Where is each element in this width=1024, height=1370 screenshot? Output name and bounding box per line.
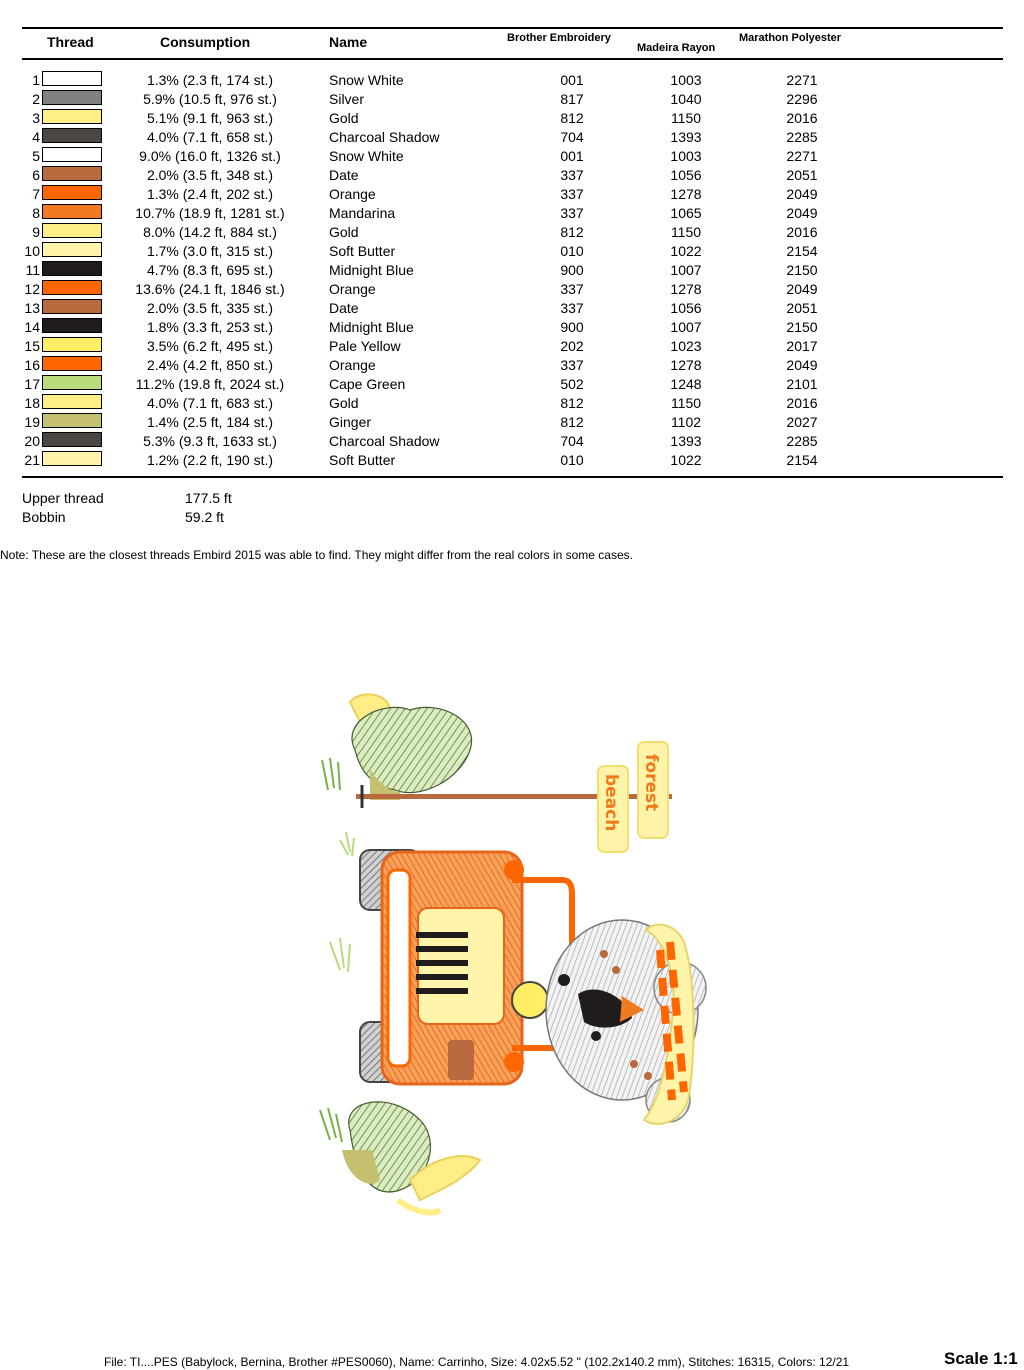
thread-row (0, 260, 1024, 279)
thread-brother-code: 337 (560, 300, 584, 316)
scale-label: Scale 1:1 (944, 1349, 1018, 1368)
thread-name: Snow White (329, 72, 404, 88)
thread-brother-code: 812 (560, 395, 584, 411)
table-bottom-rule (22, 476, 1003, 478)
thread-madeira-code: 1278 (670, 357, 702, 373)
thread-number: 17 (24, 376, 40, 392)
thread-brother-code: 010 (560, 243, 584, 259)
thread-brother-code: 202 (560, 338, 584, 354)
bobbin-value: 59.2 ft (185, 509, 224, 525)
thread-brother-code: 812 (560, 224, 584, 240)
jeep (360, 850, 572, 1084)
thread-consumption: 1.7% (3.0 ft, 315 st.) (146, 243, 274, 259)
thread-marathon-code: 2271 (786, 148, 818, 164)
thread-marathon-code: 2271 (786, 72, 818, 88)
file-info: File: TI....PES (Babylock, Bernina, Brother #PES0060), Name: Carrinho, Size: 4.02x5.52 " (102.2x140.2 mm), Stitches: 16315, Colors: 12/21 (104, 1355, 850, 1369)
thread-brother-code: 001 (560, 72, 584, 88)
thread-color-swatch (42, 204, 102, 219)
thread-row (0, 108, 1024, 127)
thread-marathon-code: 2285 (786, 433, 818, 449)
thread-consumption: 5.3% (9.3 ft, 1633 st.) (143, 433, 277, 449)
thread-row (0, 184, 1024, 203)
thread-madeira-code: 1022 (670, 243, 702, 259)
thread-row (0, 298, 1024, 317)
thread-number: 6 (32, 167, 40, 183)
thread-number: 11 (25, 262, 40, 278)
thread-name: Silver (329, 91, 365, 107)
thread-row (0, 412, 1024, 431)
thread-marathon-code: 2049 (786, 205, 818, 221)
thread-consumption: 2.4% (4.2 ft, 850 st.) (146, 357, 274, 373)
thread-color-swatch (42, 147, 102, 162)
thread-brother-code: 812 (560, 414, 584, 430)
thread-marathon-code: 2049 (786, 281, 818, 297)
thread-name: Orange (329, 357, 376, 373)
thread-madeira-code: 1007 (670, 319, 702, 335)
thread-row (0, 317, 1024, 336)
thread-brother-code: 900 (560, 319, 584, 335)
thread-row (0, 241, 1024, 260)
thread-name: Cape Green (329, 376, 406, 392)
thread-madeira-code: 1248 (670, 376, 702, 392)
thread-number: 21 (24, 452, 40, 468)
thread-number: 18 (24, 395, 40, 411)
thread-name: Charcoal Shadow (329, 433, 440, 449)
thread-madeira-code: 1003 (670, 72, 702, 88)
table-top-rule (22, 27, 1003, 29)
thread-brother-code: 337 (560, 357, 584, 373)
thread-consumption: 2.0% (3.5 ft, 348 st.) (146, 167, 274, 183)
sign-beach-text: beach (601, 774, 621, 832)
thread-madeira-code: 1278 (670, 281, 702, 297)
header-madeira: Madeira Rayon (637, 42, 716, 54)
thread-row (0, 431, 1024, 450)
thread-marathon-code: 2051 (786, 167, 818, 183)
thread-row (0, 146, 1024, 165)
thread-marathon-code: 2154 (786, 452, 818, 468)
thread-number: 8 (32, 205, 40, 221)
thread-name: Snow White (329, 148, 404, 164)
thread-name: Date (329, 300, 359, 316)
thread-color-swatch (42, 166, 102, 181)
thread-row (0, 279, 1024, 298)
thread-color-swatch (42, 337, 102, 352)
header-thread: Thread (47, 34, 94, 50)
thread-consumption: 1.4% (2.5 ft, 184 st.) (146, 414, 274, 430)
thread-row (0, 374, 1024, 393)
thread-color-swatch (42, 109, 102, 124)
thread-marathon-code: 2049 (786, 186, 818, 202)
thread-consumption: 9.0% (16.0 ft, 1326 st.) (139, 148, 281, 164)
thread-number: 19 (24, 414, 40, 430)
thread-row (0, 127, 1024, 146)
thread-madeira-code: 1023 (670, 338, 702, 354)
thread-color-swatch (42, 71, 102, 86)
cactus-bottom-left (320, 1102, 480, 1213)
thread-color-swatch (42, 451, 102, 466)
grass-tufts (330, 832, 354, 972)
thread-madeira-code: 1003 (670, 148, 702, 164)
thread-brother-code: 337 (560, 281, 584, 297)
thread-name: Soft Butter (329, 452, 396, 468)
thread-color-swatch (42, 128, 102, 143)
header-consumption: Consumption (160, 34, 251, 50)
thread-color-swatch (42, 318, 102, 333)
bobbin-label: Bobbin (22, 509, 66, 525)
thread-madeira-code: 1393 (670, 433, 702, 449)
header-marathon: Marathon Polyester (739, 32, 842, 44)
thread-madeira-code: 1040 (670, 91, 702, 107)
upper-thread-value: 177.5 ft (185, 490, 232, 506)
thread-madeira-code: 1102 (670, 414, 702, 430)
thread-marathon-code: 2154 (786, 243, 818, 259)
thread-number: 5 (32, 148, 40, 164)
thread-color-swatch (42, 394, 102, 409)
thread-name: Charcoal Shadow (329, 129, 440, 145)
thread-name: Gold (329, 224, 359, 240)
thread-color-swatch (42, 90, 102, 105)
sign-forest-text: forest (641, 754, 661, 812)
thread-madeira-code: 1022 (670, 452, 702, 468)
thread-brother-code: 337 (560, 205, 584, 221)
thread-name: Gold (329, 110, 359, 126)
thread-consumption: 3.5% (6.2 ft, 495 st.) (146, 338, 274, 354)
thread-color-swatch (42, 375, 102, 390)
thread-consumption: 1.3% (2.3 ft, 174 st.) (146, 72, 274, 88)
thread-number: 13 (24, 300, 40, 316)
thread-row (0, 355, 1024, 374)
thread-brother-code: 502 (560, 376, 584, 392)
thread-number: 14 (24, 319, 40, 335)
thread-color-swatch (42, 185, 102, 200)
thread-brother-code: 704 (560, 433, 584, 449)
thread-brother-code: 337 (560, 186, 584, 202)
thread-marathon-code: 2296 (786, 91, 818, 107)
cactus-top-left (322, 694, 472, 800)
thread-brother-code: 900 (560, 262, 584, 278)
thread-marathon-code: 2101 (786, 376, 818, 392)
thread-brother-code: 010 (560, 452, 584, 468)
thread-consumption: 11.2% (19.8 ft, 2024 st.) (135, 376, 285, 392)
note-text: Note: These are the closest threads Embird 2015 was able to find. They might differ from the real colors in some cases. (0, 548, 633, 562)
thread-name: Orange (329, 186, 376, 202)
thread-consumption: 1.2% (2.2 ft, 190 st.) (146, 452, 274, 468)
thread-consumption: 4.0% (7.1 ft, 683 st.) (146, 395, 274, 411)
thread-color-swatch (42, 432, 102, 447)
thread-name: Midnight Blue (329, 262, 414, 278)
thread-marathon-code: 2150 (786, 262, 818, 278)
thread-number: 10 (24, 243, 40, 259)
thread-madeira-code: 1150 (670, 395, 702, 411)
thread-consumption: 4.0% (7.1 ft, 658 st.) (146, 129, 274, 145)
thread-row (0, 450, 1024, 469)
thread-name: Pale Yellow (329, 338, 401, 354)
thread-marathon-code: 2016 (786, 395, 818, 411)
thread-number: 16 (24, 357, 40, 373)
thread-consumption: 2.0% (3.5 ft, 335 st.) (146, 300, 274, 316)
thread-madeira-code: 1150 (670, 224, 702, 240)
thread-number: 2 (32, 91, 40, 107)
thread-madeira-code: 1007 (670, 262, 702, 278)
thread-marathon-code: 2016 (786, 110, 818, 126)
header-bottom-rule (22, 58, 1003, 60)
thread-consumption: 5.9% (10.5 ft, 976 st.) (143, 91, 277, 107)
thread-name: Soft Butter (329, 243, 396, 259)
thread-name: Gold (329, 395, 359, 411)
thread-marathon-code: 2051 (786, 300, 818, 316)
thread-color-swatch (42, 223, 102, 238)
thread-brother-code: 337 (560, 167, 584, 183)
header-brother: Brother Embroidery (507, 32, 611, 44)
thread-consumption: 8.0% (14.2 ft, 884 st.) (143, 224, 277, 240)
header-name: Name (329, 34, 368, 50)
thread-name: Ginger (329, 414, 372, 430)
thread-brother-code: 812 (560, 110, 584, 126)
thread-marathon-code: 2017 (786, 338, 818, 354)
thread-brother-code: 001 (560, 148, 584, 164)
thread-madeira-code: 1150 (670, 110, 702, 126)
thread-number: 12 (24, 281, 40, 297)
thread-madeira-code: 1056 (670, 167, 702, 183)
thread-name: Date (329, 167, 359, 183)
thread-color-swatch (42, 261, 102, 276)
thread-madeira-code: 1393 (670, 129, 702, 145)
thread-number: 7 (32, 186, 40, 202)
thread-color-swatch (42, 242, 102, 257)
thread-row (0, 222, 1024, 241)
thread-name: Orange (329, 281, 376, 297)
thread-number: 15 (24, 338, 40, 354)
thread-color-swatch (42, 299, 102, 314)
thread-row (0, 393, 1024, 412)
thread-number: 3 (32, 110, 40, 126)
thread-marathon-code: 2016 (786, 224, 818, 240)
thread-color-swatch (42, 413, 102, 428)
thread-number: 20 (24, 433, 40, 449)
thread-number: 4 (32, 129, 40, 145)
thread-marathon-code: 2285 (786, 129, 818, 145)
embroidery-design-preview (300, 680, 720, 1240)
thread-consumption: 1.3% (2.4 ft, 202 st.) (146, 186, 274, 202)
thread-row (0, 203, 1024, 222)
thread-color-swatch (42, 356, 102, 371)
thread-color-swatch (42, 280, 102, 295)
thread-consumption: 13.6% (24.1 ft, 1846 st.) (135, 281, 285, 297)
thread-row (0, 70, 1024, 89)
otter-driver (512, 920, 706, 1124)
thread-row (0, 165, 1024, 184)
thread-marathon-code: 2150 (786, 319, 818, 335)
thread-brother-code: 817 (560, 91, 584, 107)
thread-name: Mandarina (329, 205, 396, 221)
thread-consumption: 10.7% (18.9 ft, 1281 st.) (135, 205, 285, 221)
thread-marathon-code: 2049 (786, 357, 818, 373)
thread-name: Midnight Blue (329, 319, 414, 335)
thread-row (0, 336, 1024, 355)
thread-number: 1 (32, 72, 40, 88)
thread-consumption: 1.8% (3.3 ft, 253 st.) (146, 319, 274, 335)
thread-consumption: 4.7% (8.3 ft, 695 st.) (146, 262, 274, 278)
thread-marathon-code: 2027 (786, 414, 818, 430)
upper-thread-label: Upper thread (22, 490, 104, 506)
thread-madeira-code: 1278 (670, 186, 702, 202)
thread-madeira-code: 1065 (670, 205, 702, 221)
thread-brother-code: 704 (560, 129, 584, 145)
thread-consumption: 5.1% (9.1 ft, 963 st.) (146, 110, 274, 126)
thread-number: 9 (32, 224, 40, 240)
thread-madeira-code: 1056 (670, 300, 702, 316)
thread-row (0, 89, 1024, 108)
